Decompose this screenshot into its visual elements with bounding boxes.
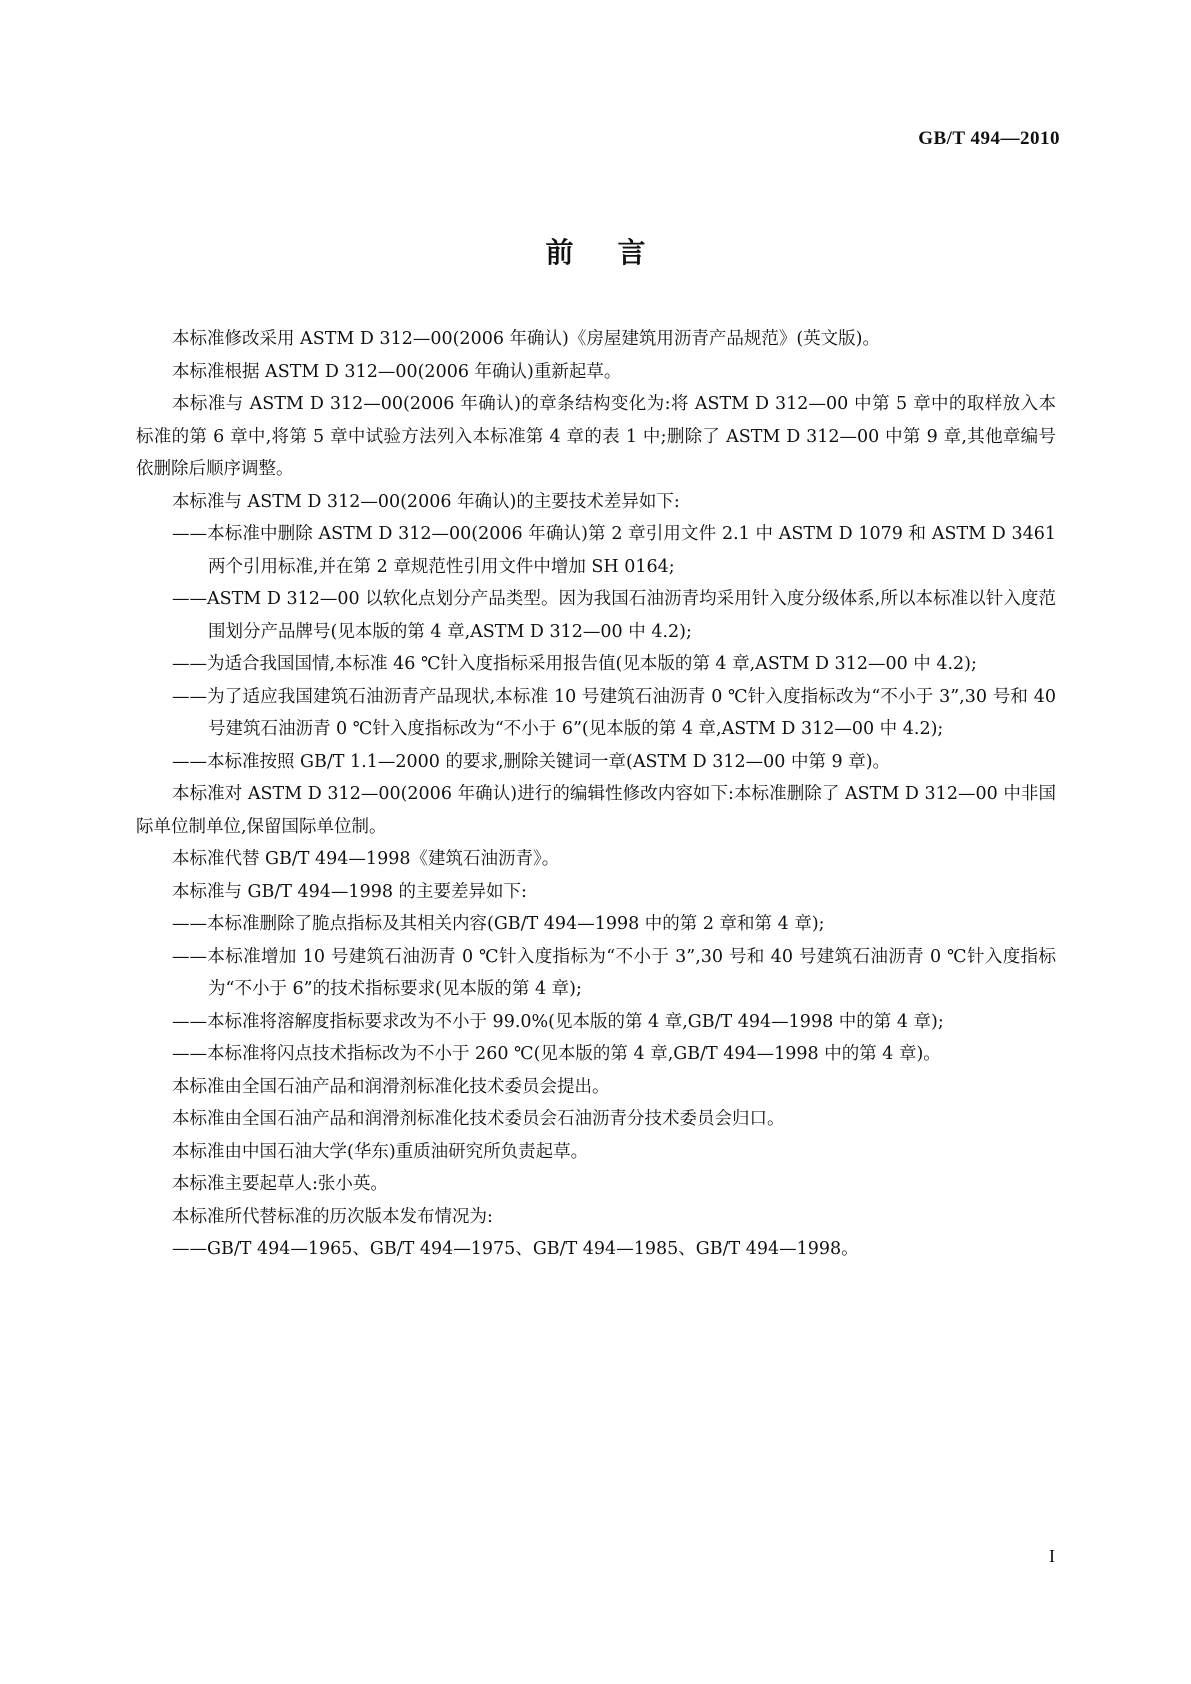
paragraph: 本标准与 ASTM D 312—00(2006 年确认)的章条结构变化为:将 ASTM D 312—00 中第 5 章中的取样放入本标准的第 6 章中,将第 5 章中试验方法列入本标准第 4 章的表 1 中;删除了 ASTM D 312—00 中第 9 章,其他章编号依删除后顺序调整。 [136,394,1056,479]
dash-list-item: ——本标准增加 10 号建筑石油沥青 0 ℃针入度指标为“不小于 3”,30 号和 40 号建筑石油沥青 0 ℃针入度指标为“不小于 6”的技术指标要求(见本版的第 4 章); [172,946,1056,999]
paragraph: 本标准与 ASTM D 312—00(2006 年确认)的主要技术差异如下: [172,491,680,512]
paragraph: 本标准根据 ASTM D 312—00(2006 年确认)重新起草。 [172,361,622,382]
dash-list-item: ——为了适应我国建筑石油沥青产品现状,本标准 10 号建筑石油沥青 0 ℃针入度指标改为“不小于 3”,30 号和 40 号建筑石油沥青 0 ℃针入度指标改为“不小于 6”(见本版的第 4 章,ASTM D 312—00 中 4.2); [172,686,1056,739]
paragraph: 本标准代替 GB/T 494—1998《建筑石油沥青》。 [172,849,560,869]
paragraph: 本标准由全国石油产品和润滑剂标准化技术委员会提出。 [172,1076,610,1097]
dash-list-item: ——为适合我国国情,本标准 46 ℃针入度指标采用报告值(见本版的第 4 章,ASTM D 312—00 中 4.2); [172,654,977,674]
page-title: 前言 [545,236,690,269]
dash-list-item: ——GB/T 494—1965、GB/T 494—1975、GB/T 494—1985、GB/T 494—1998。 [172,1239,859,1259]
paragraph: 本标准修改采用 ASTM D 312—00(2006 年确认)《房屋建筑用沥青产品规范》(英文版)。 [172,329,881,349]
standard-number: GB/T 494—2010 [918,128,1060,149]
paragraph: 本标准对 ASTM D 312—00(2006 年确认)进行的编辑性修改内容如下:本标准删除了 ASTM D 312—00 中非国际单位制单位,保留国际单位制。 [136,784,1056,837]
dash-list-item: ——本标准按照 GB/T 1.1—2000 的要求,删除关键词一章(ASTM D 312—00 中第 9 章)。 [172,751,891,772]
paragraph: 本标准由中国石油大学(华东)重质油研究所负责起草。 [172,1141,589,1162]
paragraph: 本标准所代替标准的历次版本发布情况为: [172,1206,493,1227]
paragraph: 本标准与 GB/T 494—1998 的主要差异如下: [172,881,527,902]
foreword-body [136,323,1056,1266]
paragraph: 本标准主要起草人:张小英。 [172,1174,388,1194]
dash-list-item: ——本标准删除了脆点指标及其相关内容(GB/T 494—1998 中的第 2 章和第 4 章); [172,914,825,934]
dash-list-item: ——ASTM D 312—00 以软化点划分产品类型。因为我国石油沥青均采用针入度分级体系,所以本标准以针入度范围划分产品牌号(见本版的第 4 章,ASTM D 312—00 中 4.2); [172,589,1056,642]
dash-list-item: ——本标准将溶解度指标要求改为不小于 99.0%(见本版的第 4 章,GB/T 494—1998 中的第 4 章); [172,1011,944,1032]
paragraph: 本标准由全国石油产品和润滑剂标准化技术委员会石油沥青分技术委员会归口。 [172,1109,785,1129]
dash-list-item: ——本标准将闪点技术指标改为不小于 260 ℃(见本版的第 4 章,GB/T 494—1998 中的第 4 章)。 [172,1044,941,1064]
page-number: I [1049,1546,1055,1566]
dash-list-item: ——本标准中删除 ASTM D 312—00(2006 年确认)第 2 章引用文件 2.1 中 ASTM D 1079 和 ASTM D 3461 两个引用标准,并在第 2 章规范性引用文件中增加 SH 0164; [172,524,1056,577]
